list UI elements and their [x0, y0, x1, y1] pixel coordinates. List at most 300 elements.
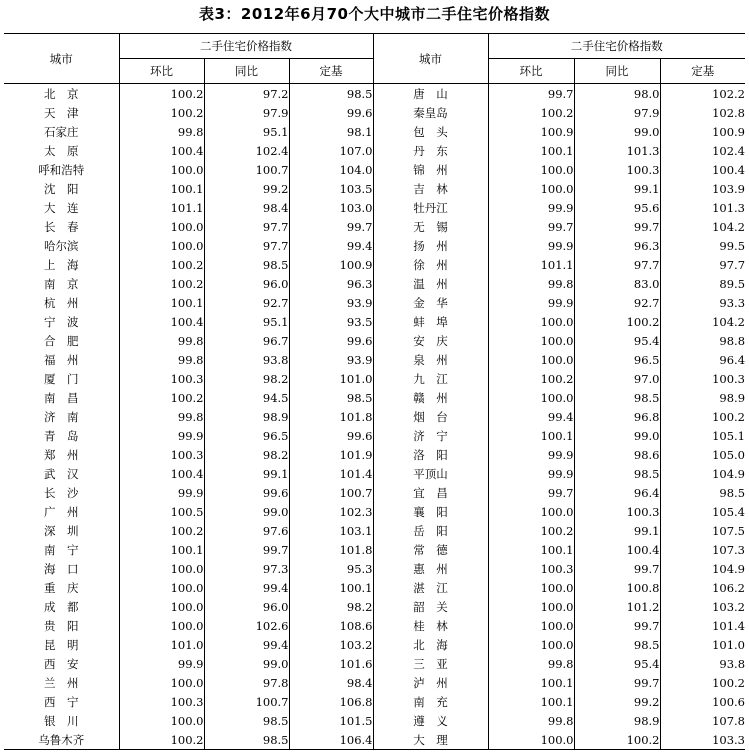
group-header-left: 二手住宅价格指数: [119, 34, 373, 59]
city-cell-right: 湛 江: [373, 578, 488, 597]
city-cell-right: 常 德: [373, 540, 488, 559]
city-cell-left: 杭 州: [44, 295, 79, 310]
city-cell-left: 厦 门: [44, 371, 79, 386]
base-cell-right: 100.6: [660, 692, 745, 711]
base-cell-right: 103.2: [660, 597, 745, 616]
base-cell-right: 93.3: [660, 293, 745, 312]
yoy-cell-right: 96.8: [574, 407, 660, 426]
yoy-cell-right: 99.2: [574, 692, 660, 711]
table-row: [4, 407, 745, 426]
base-cell-left: 103.2: [289, 635, 373, 654]
city-cell-left: 宁 波: [44, 314, 79, 329]
col-mom-right: 环比: [488, 59, 574, 84]
table-row: [4, 692, 745, 711]
city-header-right: 城市: [373, 34, 488, 84]
city-cell-right: 济 宁: [373, 426, 488, 445]
base-cell-right: 103.9: [660, 179, 745, 198]
yoy-cell-left: 97.7: [204, 217, 289, 236]
mom-cell-right: 100.9: [488, 122, 574, 141]
yoy-cell-left: 100.7: [204, 692, 289, 711]
city-cell-left: 成 都: [44, 599, 79, 614]
base-cell-left: 107.0: [289, 141, 373, 160]
mom-cell-left: 100.0: [119, 578, 204, 597]
mom-cell-left: 100.0: [119, 597, 204, 616]
mom-cell-left: 100.2: [119, 521, 204, 540]
col-base-left: 定基: [289, 59, 373, 84]
city-cell-right: 蚌 埠: [373, 312, 488, 331]
yoy-cell-left: 97.8: [204, 673, 289, 692]
city-cell-left: 西 安: [44, 656, 79, 671]
table-row: [4, 141, 745, 160]
base-cell-right: 89.5: [660, 274, 745, 293]
yoy-cell-right: 83.0: [574, 274, 660, 293]
city-cell-right: 惠 州: [373, 559, 488, 578]
yoy-cell-right: 99.7: [574, 559, 660, 578]
mom-cell-right: 99.9: [488, 198, 574, 217]
yoy-cell-left: 98.5: [204, 255, 289, 274]
city-cell-right: 丹 东: [373, 141, 488, 160]
yoy-cell-left: 98.5: [204, 730, 289, 750]
table-row: [4, 464, 745, 483]
mom-cell-right: 100.1: [488, 673, 574, 692]
base-cell-left: 106.8: [289, 692, 373, 711]
yoy-cell-left: 99.4: [204, 635, 289, 654]
city-cell-left: 大 连: [44, 200, 79, 215]
city-cell-left: 济 南: [44, 409, 79, 424]
table-row: [4, 540, 745, 559]
base-cell-right: 93.8: [660, 654, 745, 673]
mom-cell-left: 100.0: [119, 711, 204, 730]
city-cell-right: 洛 阳: [373, 445, 488, 464]
city-cell-left: 乌鲁木齐: [4, 730, 119, 750]
base-cell-left: 99.6: [289, 331, 373, 350]
yoy-cell-right: 99.1: [574, 179, 660, 198]
city-cell-right: 遵 义: [373, 711, 488, 730]
mom-cell-right: 100.1: [488, 692, 574, 711]
base-cell-left: 101.8: [289, 540, 373, 559]
city-cell-right: 襄 阳: [373, 502, 488, 521]
base-cell-right: 101.4: [660, 616, 745, 635]
yoy-cell-right: 98.5: [574, 464, 660, 483]
table-row: [4, 673, 745, 692]
base-cell-left: 106.4: [289, 730, 373, 750]
city-cell-left: 青 岛: [44, 428, 79, 443]
mom-cell-left: 100.2: [119, 388, 204, 407]
table-row: [4, 369, 745, 388]
mom-cell-left: 100.0: [119, 559, 204, 578]
mom-cell-right: 100.3: [488, 559, 574, 578]
mom-cell-left: 100.4: [119, 464, 204, 483]
mom-cell-right: 100.1: [488, 540, 574, 559]
yoy-cell-right: 101.2: [574, 597, 660, 616]
yoy-cell-left: 98.2: [204, 445, 289, 464]
mom-cell-right: 99.7: [488, 217, 574, 236]
mom-cell-right: 99.9: [488, 445, 574, 464]
table-row: [4, 597, 745, 616]
mom-cell-left: 100.2: [119, 103, 204, 122]
yoy-cell-left: 94.5: [204, 388, 289, 407]
mom-cell-left: 99.8: [119, 122, 204, 141]
mom-cell-right: 99.4: [488, 407, 574, 426]
yoy-cell-left: 96.0: [204, 597, 289, 616]
city-cell-right: 烟 台: [373, 407, 488, 426]
city-cell-left: 广 州: [44, 504, 79, 519]
base-cell-left: 98.5: [289, 388, 373, 407]
yoy-cell-left: 96.7: [204, 331, 289, 350]
city-cell-right: 包 头: [373, 122, 488, 141]
city-cell-right: 徐 州: [373, 255, 488, 274]
yoy-cell-right: 98.6: [574, 445, 660, 464]
table-row: [4, 255, 745, 274]
yoy-cell-left: 100.7: [204, 160, 289, 179]
city-cell-right: 锦 州: [373, 160, 488, 179]
base-cell-right: 98.8: [660, 331, 745, 350]
mom-cell-right: 99.8: [488, 654, 574, 673]
yoy-cell-right: 99.7: [574, 673, 660, 692]
city-cell-left: 上 海: [44, 257, 79, 272]
mom-cell-right: 99.9: [488, 236, 574, 255]
city-cell-left: 石家庄: [44, 124, 79, 139]
mom-cell-right: 100.0: [488, 635, 574, 654]
base-cell-left: 98.5: [289, 84, 373, 104]
base-cell-left: 99.6: [289, 103, 373, 122]
yoy-cell-left: 99.0: [204, 654, 289, 673]
yoy-cell-left: 98.9: [204, 407, 289, 426]
city-header-left: 城市: [4, 34, 119, 84]
base-cell-right: 105.1: [660, 426, 745, 445]
city-cell-left: 呼和浩特: [38, 162, 85, 177]
city-cell-left: 长 沙: [44, 485, 79, 500]
base-cell-right: 103.3: [660, 730, 745, 750]
mom-cell-left: 100.3: [119, 369, 204, 388]
base-cell-left: 100.1: [289, 578, 373, 597]
yoy-cell-right: 100.2: [574, 730, 660, 750]
mom-cell-right: 99.7: [488, 483, 574, 502]
city-cell-left: 南 昌: [44, 390, 79, 405]
mom-cell-left: 100.0: [119, 673, 204, 692]
base-cell-right: 104.9: [660, 464, 745, 483]
base-cell-left: 99.7: [289, 217, 373, 236]
base-cell-right: 107.8: [660, 711, 745, 730]
col-yoy-right: 同比: [574, 59, 660, 84]
city-cell-left: 郑 州: [44, 447, 79, 462]
table-row: [4, 350, 745, 369]
base-cell-left: 93.5: [289, 312, 373, 331]
city-cell-right: 牡丹江: [373, 198, 488, 217]
yoy-cell-right: 96.4: [574, 483, 660, 502]
city-cell-left: 海 口: [44, 561, 79, 576]
base-cell-left: 101.5: [289, 711, 373, 730]
city-cell-right: 赣 州: [373, 388, 488, 407]
base-cell-left: 99.6: [289, 426, 373, 445]
city-cell-left: 福 州: [44, 352, 79, 367]
mom-cell-right: 100.0: [488, 350, 574, 369]
base-cell-left: 101.6: [289, 654, 373, 673]
city-cell-left: 贵 阳: [44, 618, 79, 633]
table-row: [4, 293, 745, 312]
base-cell-right: 96.4: [660, 350, 745, 369]
base-cell-right: 100.2: [660, 407, 745, 426]
city-cell-right: 泸 州: [373, 673, 488, 692]
base-cell-left: 108.6: [289, 616, 373, 635]
base-cell-right: 102.2: [660, 84, 745, 104]
table-row: [4, 122, 745, 141]
table-row: [4, 179, 745, 198]
yoy-cell-left: 95.1: [204, 122, 289, 141]
mom-cell-left: 100.0: [119, 616, 204, 635]
yoy-cell-right: 98.9: [574, 711, 660, 730]
base-cell-left: 98.1: [289, 122, 373, 141]
base-cell-right: 107.3: [660, 540, 745, 559]
yoy-cell-right: 100.3: [574, 502, 660, 521]
base-cell-right: 104.9: [660, 559, 745, 578]
yoy-cell-left: 99.1: [204, 464, 289, 483]
mom-cell-right: 101.1: [488, 255, 574, 274]
group-header-right: 二手住宅价格指数: [488, 34, 745, 59]
city-cell-right: 宜 昌: [373, 483, 488, 502]
city-cell-left: 南 京: [44, 276, 79, 291]
mom-cell-left: 100.2: [119, 255, 204, 274]
base-cell-left: 96.3: [289, 274, 373, 293]
city-cell-right: 九 江: [373, 369, 488, 388]
yoy-cell-right: 99.0: [574, 426, 660, 445]
base-cell-left: 104.0: [289, 160, 373, 179]
base-cell-left: 102.3: [289, 502, 373, 521]
base-cell-left: 93.9: [289, 293, 373, 312]
table-row: [4, 160, 745, 179]
yoy-cell-right: 100.4: [574, 540, 660, 559]
mom-cell-left: 99.9: [119, 426, 204, 445]
base-cell-right: 100.2: [660, 673, 745, 692]
base-cell-right: 100.3: [660, 369, 745, 388]
city-cell-right: 三 亚: [373, 654, 488, 673]
yoy-cell-right: 92.7: [574, 293, 660, 312]
mom-cell-left: 100.0: [119, 236, 204, 255]
yoy-cell-left: 92.7: [204, 293, 289, 312]
yoy-cell-left: 96.0: [204, 274, 289, 293]
table-row: [4, 198, 745, 217]
yoy-cell-left: 97.2: [204, 84, 289, 104]
yoy-cell-left: 102.4: [204, 141, 289, 160]
mom-cell-right: 100.0: [488, 502, 574, 521]
base-cell-left: 101.0: [289, 369, 373, 388]
yoy-cell-right: 99.0: [574, 122, 660, 141]
mom-cell-right: 99.9: [488, 464, 574, 483]
base-cell-right: 100.9: [660, 122, 745, 141]
base-cell-right: 106.2: [660, 578, 745, 597]
yoy-cell-right: 97.0: [574, 369, 660, 388]
yoy-cell-left: 97.6: [204, 521, 289, 540]
table-row: [4, 274, 745, 293]
col-mom-left: 环比: [119, 59, 204, 84]
yoy-cell-left: 102.6: [204, 616, 289, 635]
mom-cell-right: 100.2: [488, 369, 574, 388]
city-cell-left: 重 庆: [44, 580, 79, 595]
mom-cell-left: 100.4: [119, 141, 204, 160]
city-cell-right: 金 华: [373, 293, 488, 312]
mom-cell-left: 99.8: [119, 407, 204, 426]
yoy-cell-left: 96.5: [204, 426, 289, 445]
yoy-cell-right: 98.5: [574, 388, 660, 407]
mom-cell-right: 100.0: [488, 578, 574, 597]
table-row: [4, 559, 745, 578]
mom-cell-right: 99.8: [488, 274, 574, 293]
yoy-cell-left: 95.1: [204, 312, 289, 331]
base-cell-right: 104.2: [660, 217, 745, 236]
yoy-cell-left: 97.3: [204, 559, 289, 578]
table-row: [4, 578, 745, 597]
city-cell-left: 太 原: [44, 143, 79, 158]
table-row: [4, 654, 745, 673]
base-cell-right: 101.3: [660, 198, 745, 217]
mom-cell-left: 100.2: [119, 274, 204, 293]
yoy-cell-right: 101.3: [574, 141, 660, 160]
mom-cell-right: 100.2: [488, 521, 574, 540]
city-cell-right: 泉 州: [373, 350, 488, 369]
base-cell-left: 103.5: [289, 179, 373, 198]
mom-cell-right: 100.1: [488, 141, 574, 160]
base-cell-right: 100.4: [660, 160, 745, 179]
yoy-cell-right: 97.9: [574, 103, 660, 122]
mom-cell-right: 100.0: [488, 388, 574, 407]
mom-cell-left: 101.1: [119, 198, 204, 217]
table-row: [4, 635, 745, 654]
mom-cell-left: 100.5: [119, 502, 204, 521]
base-cell-left: 98.4: [289, 673, 373, 692]
base-cell-right: 107.5: [660, 521, 745, 540]
city-cell-left: 天 津: [44, 105, 79, 120]
base-cell-right: 105.4: [660, 502, 745, 521]
yoy-cell-right: 100.3: [574, 160, 660, 179]
city-cell-left: 南 宁: [44, 542, 79, 557]
yoy-cell-right: 100.2: [574, 312, 660, 331]
city-cell-right: 秦皇岛: [373, 103, 488, 122]
yoy-cell-right: 99.7: [574, 217, 660, 236]
mom-cell-right: 100.2: [488, 103, 574, 122]
city-cell-left: 西 宁: [44, 694, 79, 709]
city-cell-right: 大 理: [373, 730, 488, 750]
base-cell-left: 101.8: [289, 407, 373, 426]
mom-cell-right: 99.9: [488, 293, 574, 312]
base-cell-left: 103.1: [289, 521, 373, 540]
yoy-cell-left: 97.7: [204, 236, 289, 255]
yoy-cell-right: 97.7: [574, 255, 660, 274]
city-cell-left: 合 肥: [44, 333, 79, 348]
yoy-cell-left: 93.8: [204, 350, 289, 369]
yoy-cell-left: 98.4: [204, 198, 289, 217]
mom-cell-left: 99.9: [119, 483, 204, 502]
yoy-cell-right: 95.6: [574, 198, 660, 217]
yoy-cell-left: 99.0: [204, 502, 289, 521]
mom-cell-left: 100.1: [119, 179, 204, 198]
base-cell-left: 101.4: [289, 464, 373, 483]
table-row: [4, 217, 745, 236]
yoy-cell-right: 95.4: [574, 331, 660, 350]
mom-cell-left: 100.2: [119, 84, 204, 104]
mom-cell-left: 100.0: [119, 160, 204, 179]
mom-cell-right: 100.0: [488, 312, 574, 331]
city-cell-right: 岳 阳: [373, 521, 488, 540]
table-row: [4, 616, 745, 635]
city-cell-left: 哈尔滨: [44, 238, 79, 253]
yoy-cell-right: 95.4: [574, 654, 660, 673]
mom-cell-right: 100.0: [488, 597, 574, 616]
mom-cell-left: 100.4: [119, 312, 204, 331]
mom-cell-right: 100.0: [488, 160, 574, 179]
mom-cell-left: 100.1: [119, 540, 204, 559]
city-cell-right: 温 州: [373, 274, 488, 293]
yoy-cell-left: 99.6: [204, 483, 289, 502]
base-cell-right: 101.0: [660, 635, 745, 654]
mom-cell-left: 100.3: [119, 692, 204, 711]
city-cell-right: 扬 州: [373, 236, 488, 255]
base-cell-left: 99.4: [289, 236, 373, 255]
base-cell-left: 93.9: [289, 350, 373, 369]
table-row: [4, 84, 745, 104]
city-cell-left: 银 川: [44, 713, 79, 728]
table-row: [4, 426, 745, 445]
yoy-cell-right: 99.7: [574, 616, 660, 635]
yoy-cell-left: 99.2: [204, 179, 289, 198]
mom-cell-right: 99.8: [488, 711, 574, 730]
mom-cell-left: 100.2: [119, 730, 204, 750]
mom-cell-left: 99.8: [119, 350, 204, 369]
base-cell-left: 100.9: [289, 255, 373, 274]
city-cell-right: 南 充: [373, 692, 488, 711]
base-cell-left: 101.9: [289, 445, 373, 464]
table-row: [4, 445, 745, 464]
yoy-cell-right: 98.5: [574, 635, 660, 654]
mom-cell-right: 100.0: [488, 730, 574, 750]
yoy-cell-right: 96.3: [574, 236, 660, 255]
table-row: [4, 103, 745, 122]
mom-cell-left: 99.8: [119, 331, 204, 350]
yoy-cell-right: 98.0: [574, 84, 660, 104]
base-cell-left: 95.3: [289, 559, 373, 578]
base-cell-right: 102.4: [660, 141, 745, 160]
table-row: [4, 236, 745, 255]
table-row: [4, 312, 745, 331]
base-cell-left: 103.0: [289, 198, 373, 217]
mom-cell-right: 100.0: [488, 331, 574, 350]
mom-cell-left: 100.0: [119, 217, 204, 236]
yoy-cell-right: 99.1: [574, 521, 660, 540]
base-cell-right: 98.5: [660, 483, 745, 502]
city-cell-left: 深 圳: [44, 523, 79, 538]
price-index-table: [4, 33, 745, 750]
table-row: [4, 331, 745, 350]
city-cell-left: 昆 明: [44, 637, 79, 652]
mom-cell-left: 100.1: [119, 293, 204, 312]
table-row: [4, 502, 745, 521]
base-cell-right: 104.2: [660, 312, 745, 331]
table-row: [4, 483, 745, 502]
mom-cell-right: 100.0: [488, 179, 574, 198]
yoy-cell-right: 100.8: [574, 578, 660, 597]
yoy-cell-left: 97.9: [204, 103, 289, 122]
yoy-cell-left: 98.2: [204, 369, 289, 388]
mom-cell-left: 100.3: [119, 445, 204, 464]
base-cell-left: 100.7: [289, 483, 373, 502]
base-cell-right: 99.5: [660, 236, 745, 255]
city-cell-right: 唐 山: [373, 84, 488, 104]
city-cell-right: 吉 林: [373, 179, 488, 198]
city-cell-left: 长 春: [44, 219, 79, 234]
city-cell-left: 兰 州: [44, 675, 79, 690]
base-cell-right: 102.8: [660, 103, 745, 122]
city-cell-right: 韶 关: [373, 597, 488, 616]
yoy-cell-left: 98.5: [204, 711, 289, 730]
